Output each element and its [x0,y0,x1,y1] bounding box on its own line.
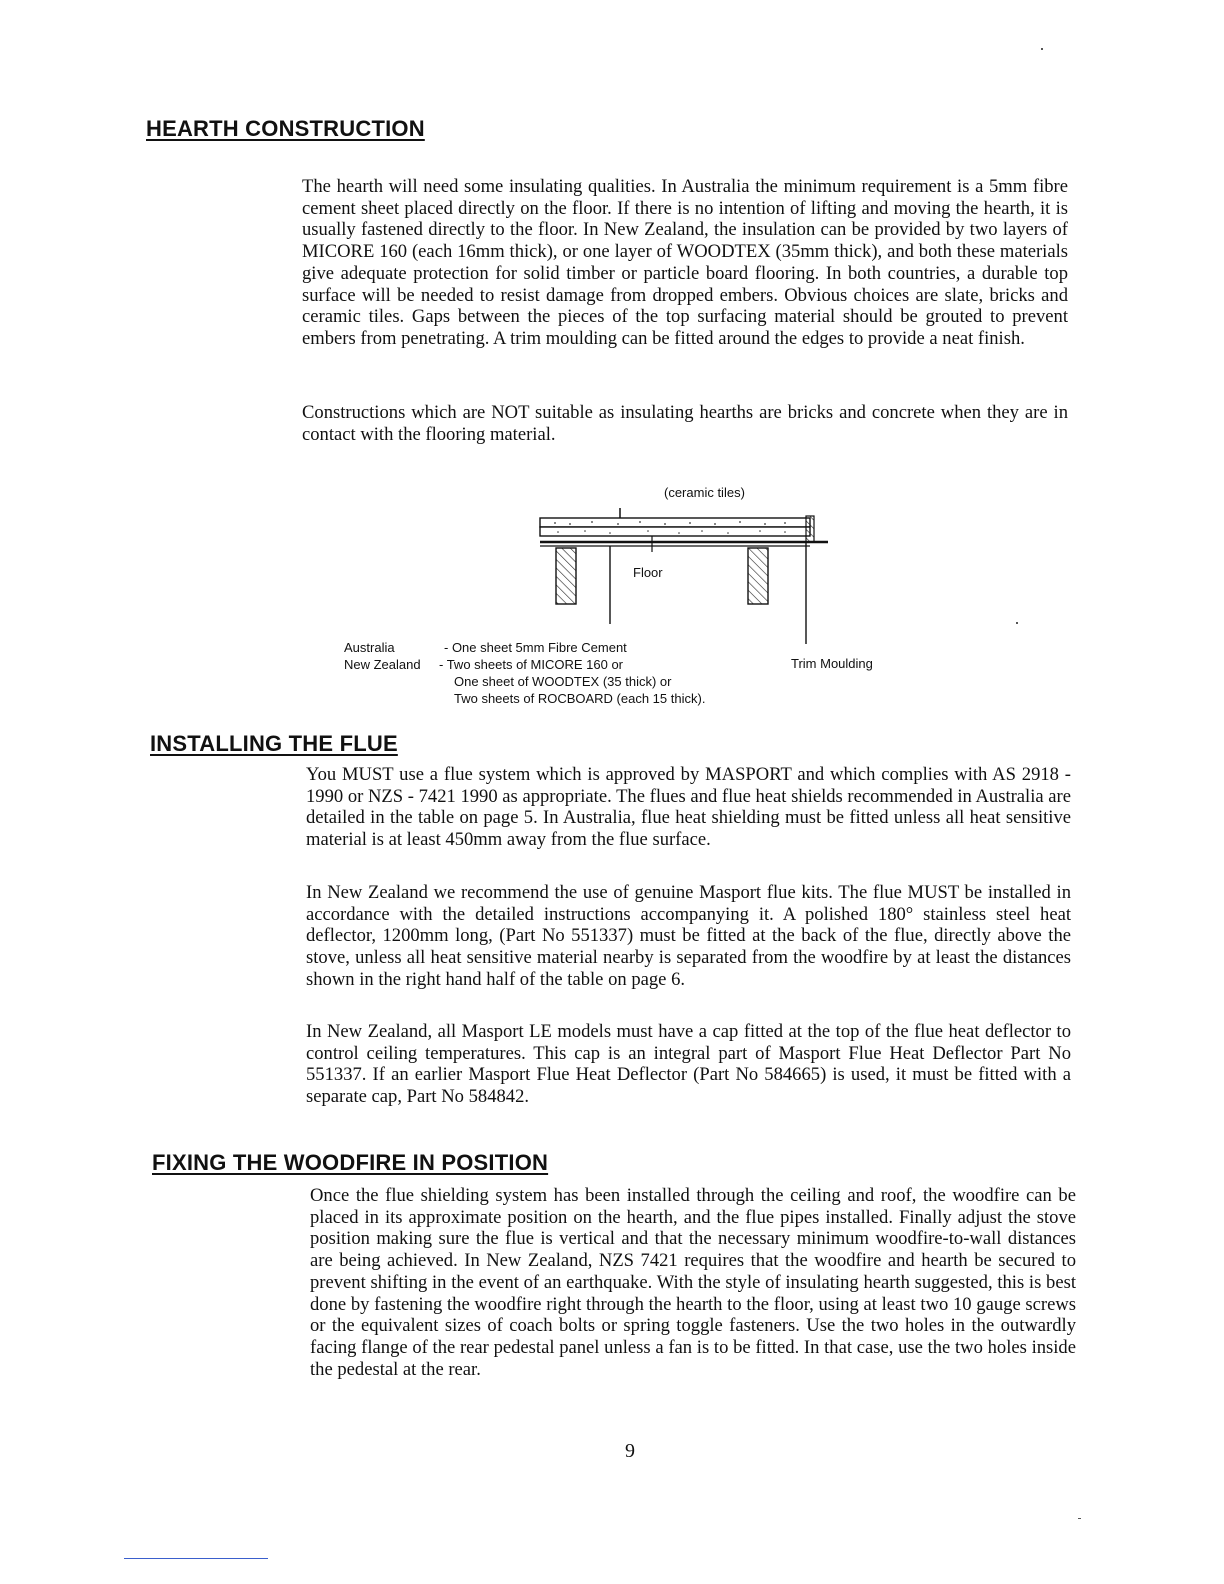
trim-moulding-piece [806,516,814,542]
trim-moulding-label: Trim Moulding [791,656,873,671]
new-zealand-spec-3: Two sheets of ROCBOARD (each 15 thick). [454,691,706,706]
ceramic-tile-layer [540,518,810,527]
flue-paragraph-2: In New Zealand we recommend the use of genuine Masport flue kits. The flue MUST be installed in accordance with the detailed instructions accompanying it. A polished 180° stainless steel heat deflector, 1200mm long, (Part No 551337) must be fitted at the back of the flue, directly above the stove, unless all heat sensitive material nearby is separated from the woodfire by at least the distances shown in the right hand half of the table on page 6. [306,882,1071,990]
floor-joist-right [748,548,768,604]
flue-paragraph-1: You MUST use a flue system which is approved by MASPORT and which complies with AS 2918 - 1990 or NZS - 7421 1990 as appropriate. The flues and flue heat shields recommended in Australia are detailed in the table on page 5. In Australia, flue heat shielding must be fitted unless all heat sensitive material is at least 450mm away from the flue surface. [306,764,1071,851]
fixing-paragraph-1: Once the flue shielding system has been installed through the ceiling and roof, the woodfire can be placed in its approximate position on the hearth, and the flue pipes installed. Finally adjust the stove position making sure the flue is vertical and that the necessary minimum woodfire-to-wall distances are being achieved. In New Zealand, NZS 7421 requires that the woodfire and hearth be secured to prevent shifting in the event of an earthquake. With the style of insulating hearth suggested, this is best done by fastening the woodfire right through the hearth to the floor, using at least two 10 gauge screws or the equivalent sizes of coach bolts or spring toggle fasteners. Use the two holes in the outwardly facing flange of the rear pedestal panel unless a fan is to be fitted. In that case, use the two holes inside the pedestal at the rear. [310,1185,1076,1380]
scan-speck [1016,622,1018,624]
australia-label: Australia [344,640,395,655]
hearth-diagram [330,478,930,718]
heading-installing-the-flue: INSTALLING THE FLUE [150,731,398,756]
ceramic-tiles-label: (ceramic tiles) [664,485,745,500]
heading-fixing-the-woodfire: FIXING THE WOODFIRE IN POSITION [152,1150,549,1175]
hearth-paragraph-2: Constructions which are NOT suitable as insulating hearths are bricks and concrete when they are in contact with the flooring material. [302,402,1068,445]
new-zealand-spec-2: One sheet of WOODTEX (35 thick) or [454,674,672,689]
new-zealand-label: New Zealand [344,657,421,672]
floor-label: Floor [633,565,663,580]
scan-speck [1078,1518,1081,1519]
insulation-layer [540,527,810,536]
flue-paragraph-3: In New Zealand, all Masport LE models must have a cap fitted at the top of the flue heat deflector to control ceiling temperatures. This cap is an integral part of Masport Flue Heat Deflector Part No 551337. If an earlier Masport Flue Heat Deflector (Part No 584665) is used, it must be fitted with a separate cap, Part No 584842. [306,1021,1071,1108]
new-zealand-spec-1: - Two sheets of MICORE 160 or [439,657,623,672]
heading-hearth-construction: HEARTH CONSTRUCTION [146,116,425,141]
footer-rule [124,1558,268,1559]
australia-spec: - One sheet 5mm Fibre Cement [444,640,627,655]
floor-joist-left [556,548,576,604]
hearth-paragraph-1: The hearth will need some insulating qualities. In Australia the minimum requirement is a 5mm fibre cement sheet placed directly on the floor. If there is no intention of lifting and moving the hearth, it is usually fastened directly to the floor. In New Zealand, the insulation can be provided by two layers of MICORE 160 (each 16mm thick), or one layer of WOODTEX (35mm thick), and both these materials give adequate protection for solid timber or particle board flooring. In both countries, a durable top surface will be needed to resist damage from dropped embers. Obvious choices are slate, bricks and ceramic tiles. Gaps between the pieces of the top surfacing material should be grouted to prevent embers from penetrating. A trim moulding can be fitted around the edges to provide a neat finish. [302,176,1068,349]
page-number: 9 [625,1440,635,1462]
scan-speck [1041,48,1043,50]
hearth-cross-section [330,478,930,648]
